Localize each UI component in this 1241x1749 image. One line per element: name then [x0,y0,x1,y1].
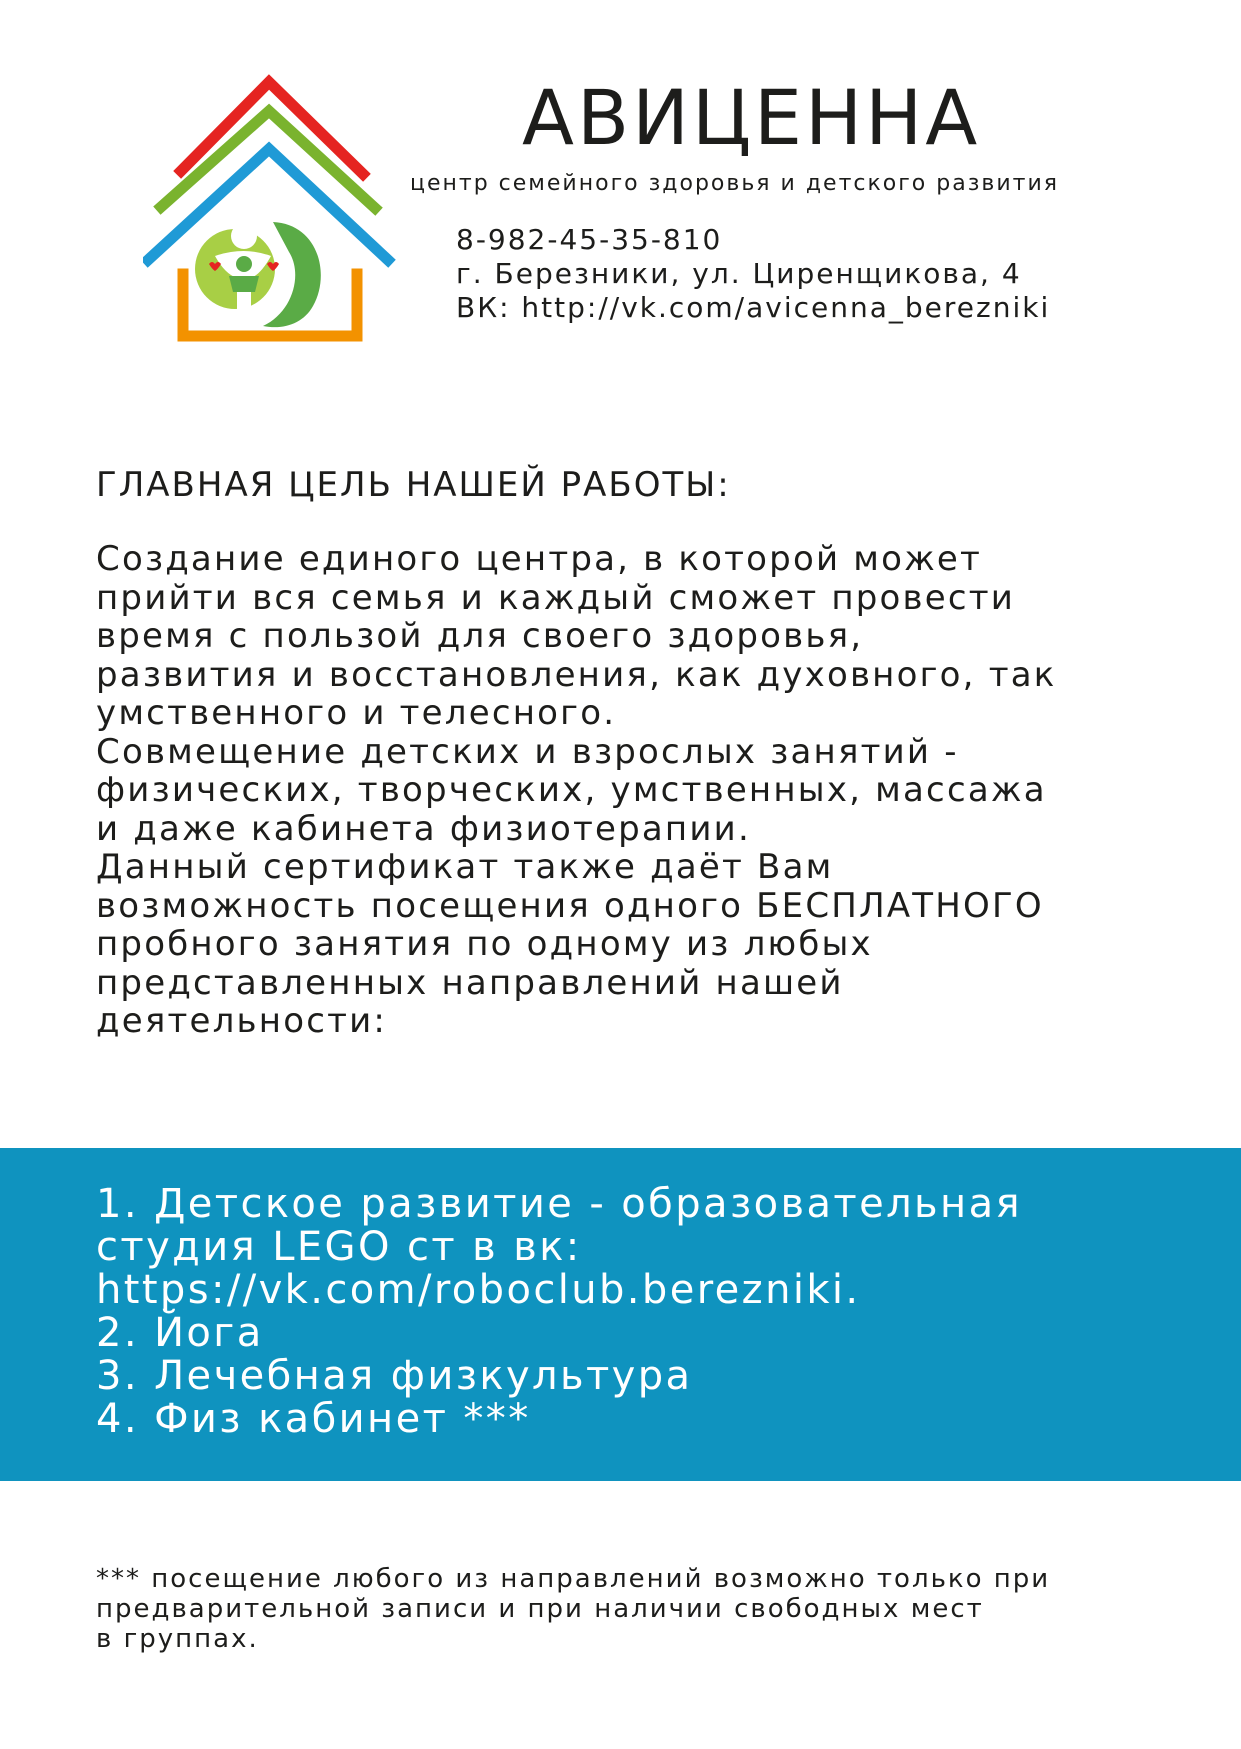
goal-line: развития и восстановления, как духовного, так [96,654,1057,695]
goal-line: физических, творческих, умственных, массажа [96,770,1047,810]
goal-line: возможность посещения одного БЕСПЛАТНОГО [96,885,1044,926]
direction-item-yoga: 2. Йога [96,1310,264,1356]
direction-item-physio-exercise: 3. Лечебная физкультура [96,1353,693,1399]
footnote-line: предварительной записи и при наличии свободных мест [96,1594,984,1624]
direction-item-lego-link[interactable]: https://vk.com/roboclub.berezniki. [96,1267,861,1313]
directions-list [96,1183,1022,1441]
footnote-line: в группах. [96,1624,259,1654]
goal-line: и даже кабинета физиотерапии. [96,808,751,849]
goal-line: умственного и телесного. [96,693,617,733]
goal-line: пробного занятия по одному из любых [96,924,873,964]
goal-line: Создание единого центра, в которой может [96,539,983,579]
direction-item-physio-room: 4. Физ кабинет *** [96,1396,531,1442]
goal-line: деятельности: [96,1001,388,1041]
contact-phone: 8-982-45-35-810 [456,223,723,256]
goal-line: прийти вся семья и каждый сможет провести [96,577,1016,618]
direction-item-lego: 1. Детское развитие - образовательная [96,1181,1022,1227]
goal-line: Совмещение детских и взрослых занятий - [96,731,959,772]
logo-family-emblem [195,222,321,327]
goal-description [96,540,1206,1041]
direction-item-lego-cont: студия LEGO ст в вк: [96,1224,582,1270]
contact-vk-link: ВК: http://vk.com/avicenna_berezniki [456,291,1051,324]
goal-line: представленных направлений нашей [96,962,844,1003]
brand-subtitle: центр семейного здоровья и детского развития [410,171,1059,196]
goal-line: время с пользой для своего здоровья, [96,616,864,656]
brand-title: АВИЦЕННА [522,73,981,162]
goal-heading: ГЛАВНАЯ ЦЕЛЬ НАШЕЙ РАБОТЫ: [96,465,731,505]
footnote-line: *** посещение любого из направлений возможно только при [96,1564,1051,1594]
contact-block [456,223,1050,325]
goal-line: Данный сертификат также даёт Вам [96,847,834,887]
avicenna-logo [143,74,403,344]
contact-address: г. Березники, ул. Циренщикова, 4 [456,257,1022,290]
footnote [96,1564,1050,1654]
